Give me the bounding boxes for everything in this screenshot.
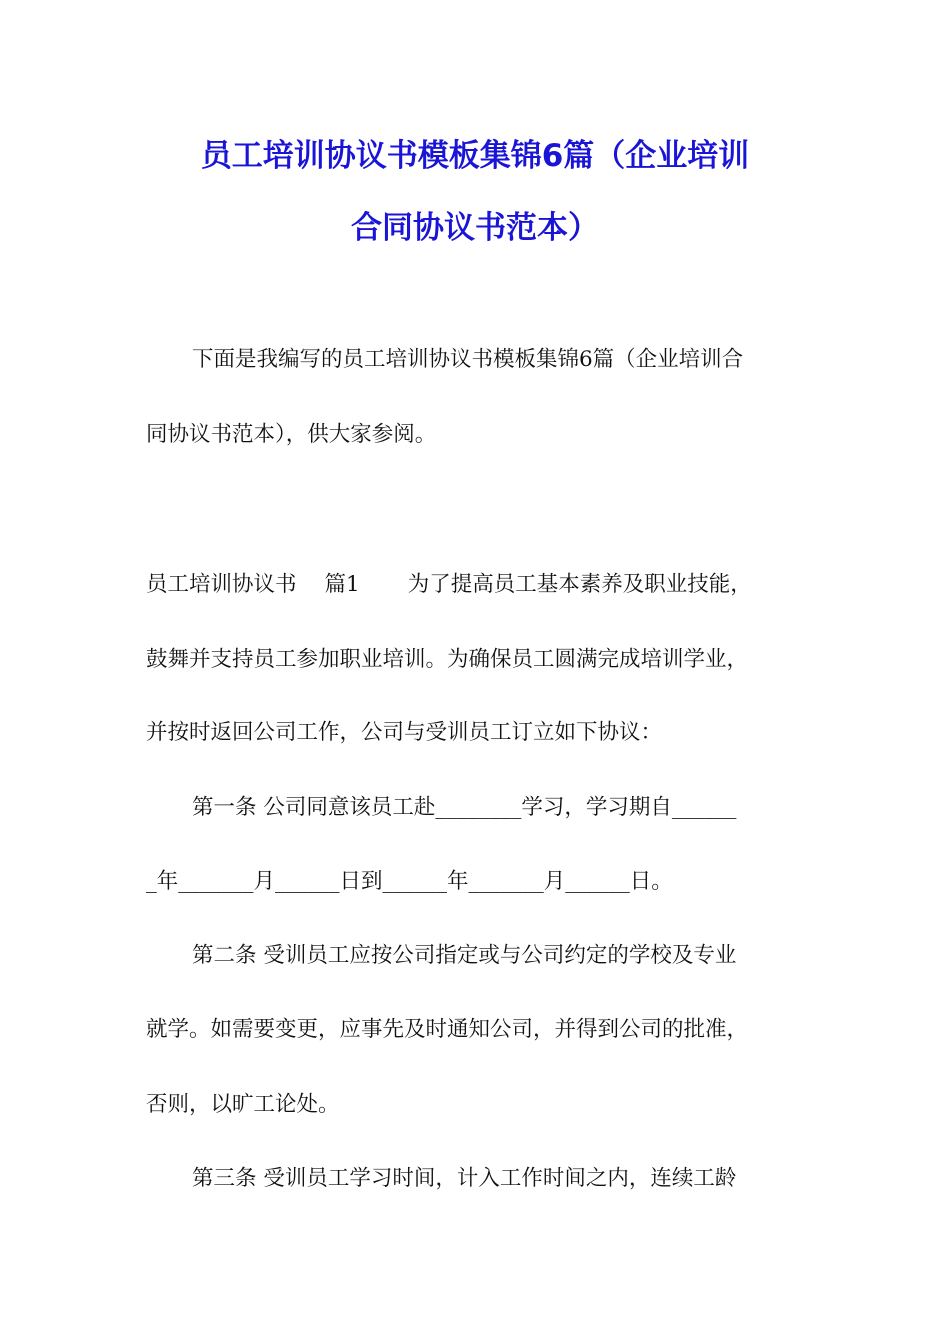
document-title-line-2: 合同协议书范本） <box>351 210 599 246</box>
article-1-line-2: _年_______月______日到______年_______月______日。 <box>146 869 673 894</box>
section-title: 员工培训协议书 <box>146 572 297 597</box>
section-paragraph-line-2: 鼓舞并支持员工参加职业培训。为确保员工圆满完成培训学业， <box>146 647 749 672</box>
section-heading-line <box>146 570 806 600</box>
article-2-line-3: 否则，以旷工论处。 <box>146 1092 340 1117</box>
article-1-line-1: 第一条 公司同意该员工赴________学习，学习期自______ <box>192 795 737 820</box>
intro-paragraph-line-2: 同协议书范本），供大家参阅。 <box>146 422 437 447</box>
article-3-line-1: 第三条 受训员工学习时间，计入工作时间之内，连续工龄 <box>192 1166 737 1191</box>
document-title-line-1: 员工培训协议书模板集锦6篇（企业培训 <box>200 138 750 174</box>
section-paragraph-line-3: 并按时返回公司工作，公司与受训员工订立如下协议： <box>146 720 663 745</box>
section-paragraph-start: 为了提高员工基本素养及职业技能， <box>407 572 752 597</box>
intro-paragraph-line-1: 下面是我编写的员工培训协议书模板集锦6篇（企业培训合 <box>192 347 744 372</box>
section-number: 篇1 <box>324 572 360 597</box>
article-2-line-2: 就学。如需要变更，应事先及时通知公司，并得到公司的批准， <box>146 1017 749 1042</box>
article-2-line-1: 第二条 受训员工应按公司指定或与公司约定的学校及专业 <box>192 943 737 968</box>
